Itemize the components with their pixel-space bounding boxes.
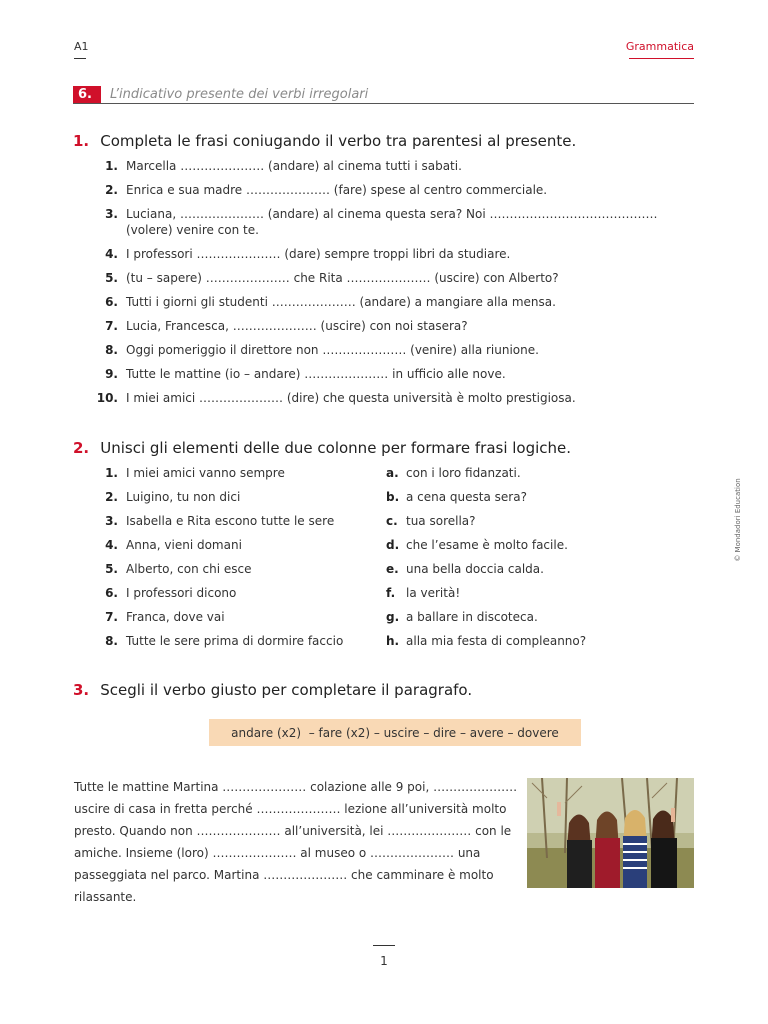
exercise-2-right-item [386, 561, 696, 577]
exercise-2-left-item-text: I professori dicono [126, 586, 237, 600]
exercise-2-right-item-text: alla mia festa di compleanno? [406, 634, 587, 648]
copyright-note: © Mondadori Education [734, 478, 742, 562]
exercise-2-right-item-number: d. [386, 538, 400, 552]
exercise-1-item-text: Enrica e sua madre ………………… (fare) spese al centro commerciale. [126, 183, 548, 197]
exercise-2-left-item [72, 489, 382, 505]
exercise-2-right-item-number: b. [386, 490, 400, 504]
exercise-2-title: Unisci gli elementi delle due colonne per formare frasi logiche. [100, 439, 572, 457]
exercise-1-item [72, 390, 694, 406]
exercise-2-left-item [72, 585, 382, 601]
exercise-1-item-text: Luciana, ………………… (andare) al cinema questa sera? Noi …………………………………… (volere) venire con te. [126, 207, 658, 237]
exercise-2-right-item [386, 609, 696, 625]
exercise-1-item-number: 2. [105, 183, 118, 197]
exercise-2-number: 2. [73, 439, 90, 457]
exercise-2-left-item-number: 4. [105, 538, 118, 552]
section-underline [629, 58, 694, 59]
exercise-2-right-item-text: la verità! [406, 586, 461, 600]
page-number: 1 [380, 954, 388, 968]
exercise-2-right-item-number: a. [386, 466, 399, 480]
exercise-2-left-item-number: 7. [105, 610, 118, 624]
exercise-2-left-item-text: Franca, dove vai [126, 610, 225, 624]
exercise-1-item-text: (tu – sapere) ………………… che Rita ………………… (uscire) con Alberto? [126, 271, 559, 285]
exercise-2-right-item-number: f. [386, 586, 396, 600]
exercise-1-item [72, 182, 694, 198]
level-underline [74, 58, 86, 59]
word-bank [209, 719, 581, 746]
word-bank-text: andare (x2) – fare (x2) – uscire – dire – avere – dovere [231, 725, 559, 740]
exercise-1-item [72, 270, 694, 286]
exercise-1-item-text: I miei amici ………………… (dire) che questa università è molto prestigiosa. [126, 391, 576, 405]
exercise-2-left-item-text: Anna, vieni domani [126, 538, 242, 552]
exercise-1-item-number: 4. [105, 247, 118, 261]
exercise-1-item-number: 7. [105, 319, 118, 333]
exercise-1-item [72, 366, 694, 382]
friends-photo [527, 778, 694, 888]
exercise-1-item-number: 8. [105, 343, 118, 357]
exercise-2-right-item-text: con i loro fidanzati. [406, 466, 521, 480]
exercise-2-left-item-number: 3. [105, 514, 118, 528]
exercise-1-item-number: 9. [105, 367, 118, 381]
exercise-1-item-number: 1. [105, 159, 118, 173]
exercise-2-left-item-text: Isabella e Rita escono tutte le sere [126, 514, 335, 528]
exercise-1-item [72, 206, 694, 238]
exercise-1-item-number: 10. [96, 391, 118, 405]
exercise-2-left-item-number: 6. [105, 586, 118, 600]
unit-number: 6. [73, 86, 101, 103]
exercise-3-paragraph: Tutte le mattine Martina ………………… colazione alle 9 poi, ………………… uscire di casa in fretta perché ………………… lezione all’università molto presto. Quando non ………………… all’università, lei ………………… con le amiche. Insieme (loro) ………………… al museo o ………………… una passeggiata nel parco. Martina ………………… che camminare è molto rilassante. [74, 780, 518, 904]
exercise-2-left-item-number: 2. [105, 490, 118, 504]
exercise-1-item [72, 246, 694, 262]
exercise-2-right-item [386, 585, 696, 601]
exercise-1-list [72, 158, 694, 414]
level-label: A1 [74, 40, 89, 53]
exercise-2-left-item [72, 633, 382, 649]
section-label: Grammatica [625, 40, 694, 53]
exercise-1-heading [73, 131, 576, 150]
exercise-1-item-text: Lucia, Francesca, ………………… (uscire) con noi stasera? [126, 319, 468, 333]
exercise-2-left-item [72, 513, 382, 529]
exercise-1-item-text: I professori ………………… (dare) sempre troppi libri da studiare. [126, 247, 511, 261]
exercise-2-right-item-number: g. [386, 610, 400, 624]
exercise-2-right-item [386, 465, 696, 481]
exercise-2-heading [73, 438, 571, 457]
unit-divider [73, 103, 694, 104]
exercise-2-left-item-number: 5. [105, 562, 118, 576]
exercise-2-right-item-number: e. [386, 562, 399, 576]
exercise-2-right-item [386, 489, 696, 505]
page-number-rule [373, 945, 395, 946]
exercise-1-title: Completa le frasi coniugando il verbo tra parentesi al presente. [100, 132, 577, 150]
exercise-2-right-item [386, 513, 696, 529]
exercise-2-left-item-number: 1. [105, 466, 118, 480]
exercise-2-left-item [72, 561, 382, 577]
exercise-1-item [72, 342, 694, 358]
exercise-2-right-item [386, 633, 696, 649]
exercise-1-item [72, 318, 694, 334]
exercise-1-item-text: Oggi pomeriggio il direttore non ………………… (venire) alla riunione. [126, 343, 539, 357]
exercise-2-left-item-text: Alberto, con chi esce [126, 562, 252, 576]
exercise-2-left-item-text: I miei amici vanno sempre [126, 466, 285, 480]
exercise-3-title: Scegli il verbo giusto per completare il paragrafo. [100, 681, 473, 699]
exercise-1-item-number: 3. [105, 207, 118, 221]
exercise-2-left-column [72, 465, 382, 657]
exercise-2-left-item [72, 609, 382, 625]
exercise-1-item-text: Tutte le mattine (io – andare) ………………… in ufficio alle nove. [126, 367, 506, 381]
exercise-1-item-number: 6. [105, 295, 118, 309]
exercise-2-right-item-text: tua sorella? [406, 514, 476, 528]
exercise-2-right-item [386, 537, 696, 553]
exercise-1-item-text: Tutti i giorni gli studenti ………………… (andare) a mangiare alla mensa. [126, 295, 556, 309]
exercise-2-right-item-text: una bella doccia calda. [406, 562, 544, 576]
exercise-2-left-item-text: Luigino, tu non dici [126, 490, 241, 504]
exercise-2-right-item-text: a cena questa sera? [406, 490, 527, 504]
exercise-1-item-text: Marcella ………………… (andare) al cinema tutti i sabati. [126, 159, 462, 173]
exercise-2-left-item-text: Tutte le sere prima di dormire faccio [126, 634, 344, 648]
exercise-1-item [72, 158, 694, 174]
exercise-2-left-item [72, 465, 382, 481]
exercise-3-heading [73, 680, 472, 699]
exercise-2-right-column [386, 465, 696, 657]
exercise-1-item [72, 294, 694, 310]
exercise-1-item-number: 5. [105, 271, 118, 285]
exercise-1-number: 1. [73, 132, 90, 150]
exercise-2-right-item-text: a ballare in discoteca. [406, 610, 538, 624]
exercise-2-right-item-text: che l’esame è molto facile. [406, 538, 568, 552]
exercise-2-left-item [72, 537, 382, 553]
exercise-2-left-item-number: 8. [105, 634, 118, 648]
exercise-2-right-item-number: h. [386, 634, 400, 648]
exercise-3-number: 3. [73, 681, 90, 699]
exercise-2-right-item-number: c. [386, 514, 398, 528]
unit-title: L’indicativo presente dei verbi irregolari [110, 87, 369, 102]
